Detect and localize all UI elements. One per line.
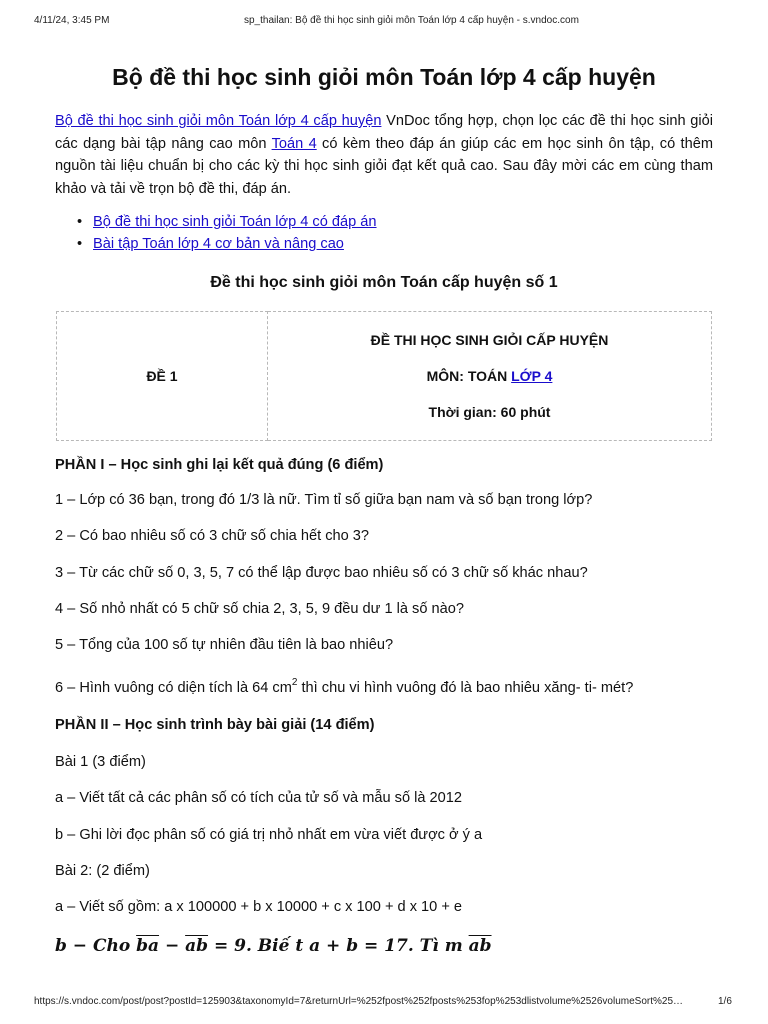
lop-4-link[interactable]: LỚP 4 — [511, 368, 553, 384]
intro-title-link[interactable]: Bộ đề thi học sinh giỏi môn Toán lớp 4 cấp huyện — [55, 113, 382, 129]
exam-subject — [268, 367, 711, 385]
bai-1-b: b – Ghi lời đọc phân số có giá trị nhỏ nhất em vừa viết được ở ý a — [55, 827, 483, 843]
exam-number: ĐỀ 1 — [146, 368, 178, 384]
overline-ab-2: $\overline{ab}$ — [468, 936, 492, 956]
toan-4-link[interactable]: Toán 4 — [271, 135, 317, 152]
intro-text-1: VnDoc tổng hợp, chọn lọc các đề thi học sinh giỏi các dạng bài tập nâng cao môn — [55, 113, 713, 152]
question-1: 1 – Lớp có 36 bạn, trong đó 1/3 là nữ. Tìm tỉ số giữa bạn nam và số bạn trong lớp? — [55, 492, 593, 508]
part2-title: PHẦN II – Học sinh trình bày bài giải (14 điểm) — [55, 717, 375, 733]
bai-1-title: Bài 1 (3 điểm) — [55, 754, 146, 770]
page-title: Bộ đề thi học sinh giỏi môn Toán lớp 4 cấp huyện — [112, 64, 656, 90]
overline-ab: $\overline{ab}$ — [185, 936, 209, 956]
intro-paragraph — [55, 110, 713, 200]
formula-part-3: = 9. Biế t a + b = 17. Tì m — [208, 936, 469, 956]
list-item — [77, 211, 377, 233]
question-6-text: 6 – Hình vuông có diện tích là 64 cm — [55, 680, 292, 696]
formula-part-2: − — [159, 936, 186, 956]
list-item — [77, 233, 377, 255]
bai-1-a: a – Viết tất cả các phân số có tích của tử số và mẫu số là 2012 — [55, 790, 463, 806]
question-5: 5 – Tổng của 100 số tự nhiên đầu tiên là bao nhiêu? — [55, 637, 394, 653]
question-2: 2 – Có bao nhiêu số có 3 chữ số chia hết cho 3? — [55, 528, 370, 544]
intro-text-2: có kèm theo đáp án giúp các em học sinh ôn tập, có thêm nguồn tài liệu chuẩn bị cho các kỳ thi học sinh giỏi đạt kết quả cao. Sau đây mời các em cùng tham khảo và tải về trọn bộ đề thi, đáp án. — [55, 135, 713, 197]
related-link-1[interactable]: Bộ đề thi học sinh giỏi Toán lớp 4 có đáp án — [93, 214, 377, 230]
math-formula — [55, 936, 492, 956]
exam-time: Thời gian: 60 phút — [428, 404, 551, 420]
question-3: 3 – Từ các chữ số 0, 3, 5, 7 có thể lập được bao nhiêu số có 3 chữ số khác nhau? — [55, 565, 588, 581]
superscript-2: 2 — [291, 677, 298, 688]
section-title: Đề thi học sinh giỏi môn Toán cấp huyện số 1 — [210, 274, 558, 291]
related-links-list — [77, 211, 377, 255]
print-tab-title: sp_thailan: Bộ đề thi học sinh giỏi môn Toán lớp 4 cấp huyện - s.vndoc.com — [244, 15, 579, 26]
related-link-2[interactable]: Bài tập Toán lớp 4 cơ bản và nâng cao — [93, 236, 344, 252]
question-6 — [55, 677, 634, 696]
exam-number-cell — [57, 312, 268, 441]
page-number: 1/6 — [718, 996, 732, 1007]
print-url: https://s.vndoc.com/post/post?postId=125903&taxonomyId=7&returnUrl=%252fpost%252fposts%253fop%253dlistvolume%2526volumeSort%25… — [34, 996, 684, 1007]
print-datetime: 4/11/24, 3:45 PM — [34, 15, 110, 26]
exam-subject-prefix: MÔN: TOÁN — [426, 368, 512, 384]
question-4: 4 – Số nhỏ nhất có 5 chữ số chia 2, 3, 5, 9 đều dư 1 là số nào? — [55, 601, 464, 617]
overline-ba: $\overline{ba}$ — [136, 936, 160, 956]
bai-2-title: Bài 2: (2 điểm) — [55, 863, 150, 879]
formula-part-1: b − Cho — [55, 936, 137, 956]
exam-heading: ĐỀ THI HỌC SINH GIỎI CẤP HUYỆN — [370, 332, 609, 348]
exam-info-cell — [268, 312, 712, 441]
exam-header-table — [56, 311, 712, 441]
bai-2-a: a – Viết số gồm: a x 100000 + b x 10000 + c x 100 + d x 10 + e — [55, 899, 463, 915]
question-6-text-end: thì chu vi hình vuông đó là bao nhiêu xăng- ti- mét? — [297, 680, 634, 696]
part1-title: PHẦN I – Học sinh ghi lại kết quả đúng (6 điểm) — [55, 457, 384, 473]
